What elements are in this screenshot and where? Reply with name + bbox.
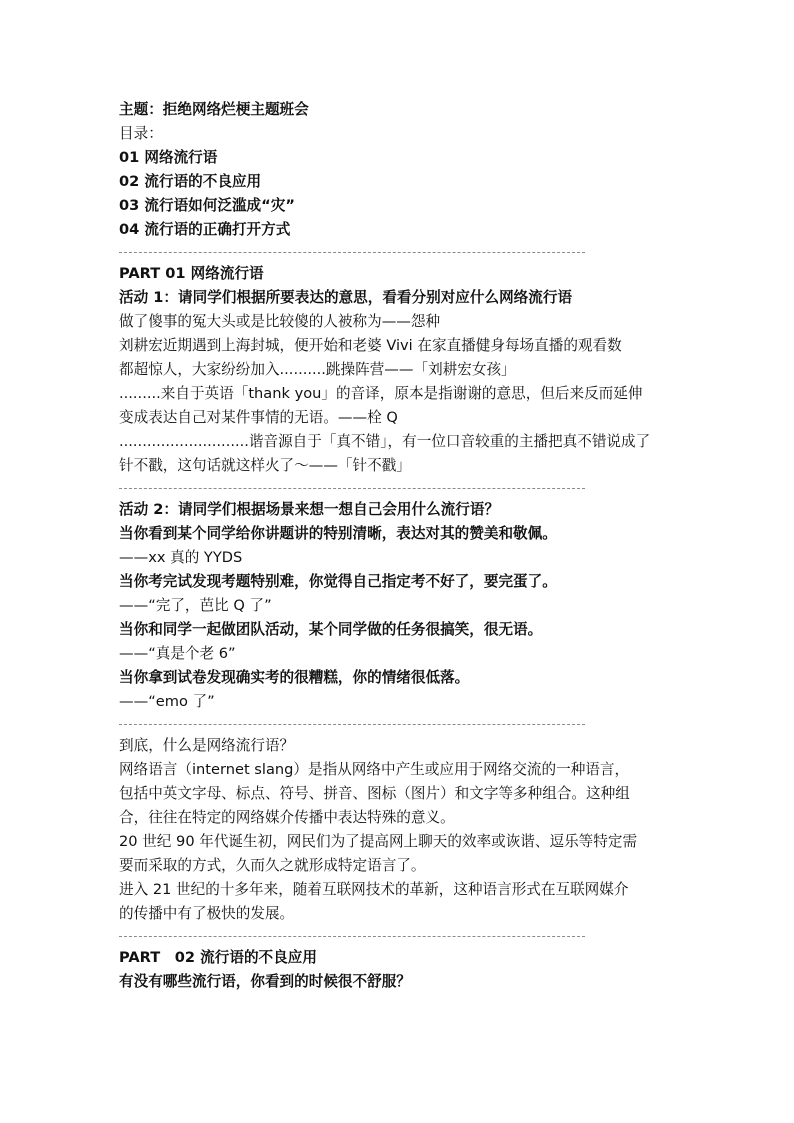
scenario-answer: ——“emo 了” [119, 693, 215, 710]
definition-text: 网络语言（internet slang）是指从网络中产生或应用于网络交流的一种语言， [119, 761, 630, 778]
definition-text: 要而采取的方式，久而久之就形成特定语言了。 [119, 857, 426, 874]
definition-text: 包括中英文字母、标点、符号、拼音、图标（图片）和文字等多种组合。这种组 [119, 785, 630, 802]
toc-item-3: 03 流行语如何泛滥成“灾” [119, 197, 295, 214]
scenario-question: 当你拿到试卷发现确实考的很糟糕，你的情绪很低落。 [119, 669, 470, 686]
divider [119, 482, 679, 494]
toc-item-2: 02 流行语的不良应用 [119, 173, 262, 190]
activity1-line: 做了傻事的冤大头或是比较傻的人被称为——怨种 [119, 313, 441, 330]
scenario-question: 当你看到某个同学给你讲题讲的特别清晰，表达对其的赞美和敬佩。 [119, 525, 557, 542]
scenario-answer: ——“真是个老 6” [119, 645, 236, 662]
activity1-line: 都超惊人，大家纷纷加入..........跳操阵营——「刘耕宏女孩」 [119, 361, 516, 378]
toc-label: 目录： [119, 125, 163, 142]
scenario-answer: ——xx 真的 YYDS [119, 549, 243, 566]
activity1-title: 活动 1：请同学们根据所要表达的意思，看看分别对应什么网络流行语 [119, 289, 573, 306]
definition-text: 合，往往在特定的网络媒介传播中表达特殊的意义。 [119, 809, 455, 826]
part1-title: PART 01 网络流行语 [119, 265, 264, 282]
divider [119, 246, 679, 258]
activity1-line: 变成表达自己对某件事情的无语。——栓 Q [119, 409, 398, 426]
toc-item-4: 04 流行语的正确打开方式 [119, 221, 291, 238]
scenario-question: 当你考完试发现考题特别难，你觉得自己指定考不好了，要完蛋了。 [119, 573, 557, 590]
definition-text: 进入 21 世纪的十多年来，随着互联网技术的革新，这种语言形式在互联网媒介 [119, 881, 629, 898]
divider [119, 718, 679, 730]
document-page [119, 98, 679, 994]
theme-title: 主题：拒绝网络烂梗主题班会 [119, 101, 309, 118]
scenario-answer: ——“完了，芭比 Q 了” [119, 597, 272, 614]
activity2-title: 活动 2：请同学们根据场景来想一想自己会用什么流行语？ [119, 501, 500, 518]
part2-question: 有没有哪些流行语，你看到的时候很不舒服？ [119, 973, 411, 990]
definition-text: 20 世纪 90 年代诞生初，网民们为了提高网上聊天的效率或诙谐、逗乐等特定需 [119, 833, 638, 850]
activity1-line: 刘耕宏近期遇到上海封城，便开始和老婆 Vivi 在家直播健身每场直播的观看数 [119, 337, 622, 354]
activity1-line: ............................谐音源自于「真不错」，有一位口音较重的主播把真不错说成了 [119, 433, 651, 450]
part2-title: PART 02 流行语的不良应用 [119, 949, 317, 966]
activity1-line: 针不戳，这句话就这样火了～——「针不戳」 [119, 457, 411, 474]
scenario-question: 当你和同学一起做团队活动，某个同学做的任务很搞笑，很无语。 [119, 621, 543, 638]
activity1-line: .........来自于英语「thank you」的音译，原本是指谢谢的意思，但后来反而延伸 [119, 385, 643, 402]
divider [119, 930, 679, 942]
definition-text: 的传播中有了极快的发展。 [119, 905, 295, 922]
definition-question: 到底，什么是网络流行语？ [119, 737, 295, 754]
toc-item-1: 01 网络流行语 [119, 149, 218, 166]
